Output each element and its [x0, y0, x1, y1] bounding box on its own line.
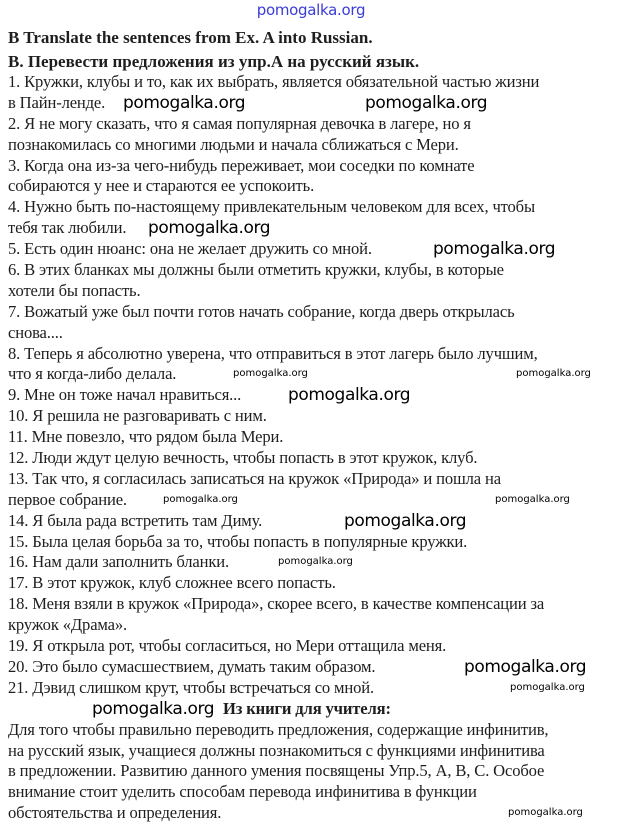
sentence-line-row [8, 364, 622, 385]
teacher-note-line-row [8, 741, 622, 762]
sentence-line-row [8, 532, 622, 553]
sentence-line: 19. Я открыла рот, чтобы согласиться, но Мери оттащила меня. [8, 636, 447, 656]
sentence-line: 4. Нужно быть по-настоящему привлекательным человеком для всех, чтобы [8, 197, 535, 217]
watermark: pomogalka.org [508, 807, 583, 819]
sentence-line-row [8, 218, 622, 239]
sentence-line-row [8, 302, 622, 323]
watermark: pomogalka.org [163, 493, 238, 505]
sentence-line: 20. Это было сумасшествием, думать таким образом. [8, 656, 376, 676]
teacher-note-line-row [8, 803, 622, 824]
sentence-line: 12. Люди ждут целую вечность, чтобы попасть в этот кружок, клуб. [8, 448, 478, 468]
sentence-line: 17. В этот кружок, клуб сложнее всего попасть. [8, 573, 336, 593]
sentence-line-row [8, 573, 622, 594]
sentence-line: 15. Была целая борьба за то, чтобы попасть в популярные кружки. [8, 531, 468, 551]
teacher-note-line: Для того чтобы правильно переводить предложения, содержащие инфинитив, [8, 719, 549, 739]
teacher-note-line: в предложении. Развитию данного умения посвящены Упр.5, А, В, С. Особое [8, 761, 545, 781]
sentence-line: тебя так любили. [8, 218, 127, 238]
sentence-line-row [8, 156, 622, 177]
exercise-title-russian: В. Перевести предложения из упр.А на русский язык. [8, 52, 420, 71]
teacher-note-line-row [8, 720, 622, 741]
sentence-line-row [8, 657, 622, 678]
watermark: pomogalka.org [433, 239, 556, 260]
watermark: pomogalka.org [278, 556, 353, 568]
teacher-note-line: внимание стоит уделить способам перевода инфинитива в функции [8, 782, 477, 802]
watermark: pomogalka.org [123, 92, 246, 113]
sentence-line: 1. Кружки, клубы и то, как их выбрать, является обязательной частью жизни [8, 72, 540, 91]
sentence-line-row [8, 678, 622, 699]
exercise-title-english: B Translate the sentences from Ex. A into Russian. [8, 28, 373, 47]
sentence-line: 21. Дэвид слишком крут, чтобы встречаться со мной. [8, 677, 375, 697]
sentence-line: 18. Меня взяли в кружок «Природа», скорее всего, в качестве компенсации за [8, 594, 545, 614]
sentence-line: хотели бы попасть. [8, 280, 141, 300]
sentence-line-row [8, 385, 622, 406]
sentence-line-row [8, 427, 622, 448]
sentence-line: 10. Я решила не разговаривать с ним. [8, 406, 267, 426]
teacher-note-line: на русский язык, учащиеся должны познакомиться с функциями инфинитива [8, 740, 545, 760]
sentence-line: собираются у нее и стараются ее успокоить. [8, 176, 315, 196]
sentence-line-row [8, 260, 622, 281]
document-body [8, 72, 622, 824]
sentence-line-row [8, 615, 622, 636]
sentence-line: 5. Есть один нюанс: она не желает дружить со мной. [8, 239, 372, 259]
sentence-line: 13. Так что, я согласилась записаться на кружок «Природа» и пошла на [8, 468, 501, 488]
sentence-line-row [8, 93, 622, 114]
teacher-note-line-row [8, 782, 622, 803]
sentence-line: 7. Вожатый уже был почти готов начать собрание, когда дверь открылась [8, 301, 515, 321]
watermark: pomogalka.org [344, 510, 467, 531]
sentence-line: 14. Я была рада встретить там Диму. [8, 510, 263, 530]
sentence-line: первое собрание. [8, 489, 127, 509]
watermark-top: pomogalka.org [256, 1, 366, 19]
sentence-line-row [8, 281, 622, 302]
watermark: pomogalka.org [495, 493, 570, 505]
sentence-line-row [8, 594, 622, 615]
sentence-line-row [8, 323, 622, 344]
sentence-line-row [8, 511, 622, 532]
sentence-line-row [8, 552, 622, 573]
watermark: pomogalka.org [510, 681, 585, 693]
sentence-line: кружок «Драма». [8, 615, 128, 635]
sentence-line: 16. Нам дали заполнить бланки. [8, 552, 229, 572]
teacher-note-line: обстоятельства и определения. [8, 803, 222, 823]
watermark: pomogalka.org [288, 385, 411, 406]
teacher-note-line-row [8, 761, 622, 782]
sentence-line: 2. Я не могу сказать, что я самая популярная девочка в лагере, но я [8, 113, 471, 133]
sentence-line-row [8, 176, 622, 197]
sentence-line: в Пайн-ленде. [8, 92, 106, 112]
watermark: pomogalka.org [516, 368, 591, 380]
sentence-line: 3. Когда она из-за чего-нибудь переживает, мои соседки по комнате [8, 155, 475, 175]
sentence-line-row [8, 490, 622, 511]
sentence-line-row [8, 114, 622, 135]
sentence-line-row [8, 135, 622, 156]
sentence-line: что я когда-либо делала. [8, 364, 177, 384]
sentence-line-row [8, 406, 622, 427]
sentence-line: 8. Теперь я абсолютно уверена, что отправиться в этот лагерь было лучшим, [8, 343, 538, 363]
watermark: pomogalka.org [464, 656, 587, 677]
sentence-line-row [8, 344, 622, 365]
sentence-line-row [8, 197, 622, 218]
sentence-line: 9. Мне он тоже начал нравиться... [8, 385, 242, 405]
watermark: pomogalka.org [92, 698, 215, 719]
watermark: pomogalka.org [148, 218, 271, 239]
sentence-line-row [8, 469, 622, 490]
sentence-line: 11. Мне повезло, что рядом была Мери. [8, 427, 284, 447]
sentence-line-row [8, 239, 622, 260]
sentence-line: снова.... [8, 322, 63, 342]
sentence-line-row [8, 448, 622, 469]
teacher-book-heading: Из книги для учителя: [223, 698, 391, 718]
sentence-line: 6. В этих бланках мы должны были отметить кружки, клубы, в которые [8, 260, 504, 280]
sentence-line: познакомилась со многими людьми и начала сближаться с Мери. [8, 134, 459, 154]
teacher-book-heading-row [8, 699, 622, 720]
watermark: pomogalka.org [233, 368, 308, 380]
watermark: pomogalka.org [365, 92, 488, 113]
sentence-line-row [8, 72, 622, 93]
sentence-line-row [8, 636, 622, 657]
